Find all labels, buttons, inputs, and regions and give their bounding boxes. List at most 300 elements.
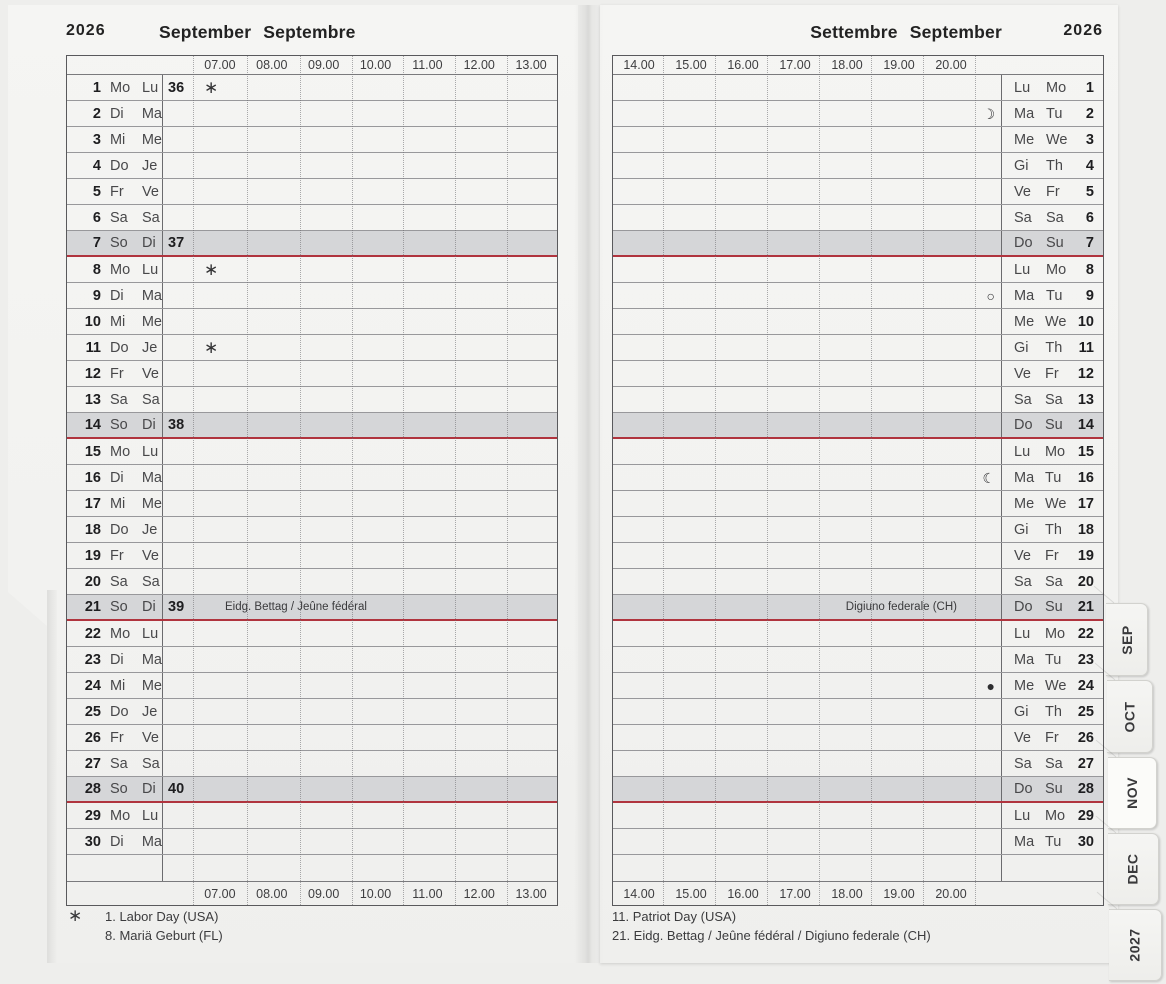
day-number: 18 (84, 521, 101, 538)
day-abbr-it: Ve (1014, 547, 1031, 564)
day-abbr-fr: Je (142, 339, 158, 356)
day-content-cell (613, 387, 1001, 412)
day-row-23 (67, 647, 557, 673)
day-row-12 (67, 361, 557, 387)
day-label-cell (1001, 829, 1103, 854)
day-content-cell (163, 179, 557, 204)
day-label-cell (67, 309, 163, 334)
day-label-cell (67, 153, 163, 178)
hour-label: 07.00 (204, 886, 236, 901)
day-content-cell (613, 751, 1001, 776)
hour-label: 08.00 (256, 886, 288, 901)
day-label-cell (67, 179, 163, 204)
day-abbr-fr: Ve (142, 547, 159, 564)
day-row-4 (67, 153, 557, 179)
day-abbr-en: Fr (1044, 547, 1059, 564)
day-label-cell (67, 803, 163, 828)
day-label-cell (67, 101, 163, 126)
day-label-cell (67, 361, 163, 386)
new-moon-icon: ● (986, 677, 995, 694)
left-day-rows (67, 75, 557, 881)
hour-label: 10.00 (359, 886, 392, 901)
day-abbr-fr: Sa (142, 755, 160, 772)
day-abbr-it: Gi (1014, 521, 1029, 538)
day-abbr-fr: Ve (142, 183, 159, 200)
day-number: 3 (92, 131, 101, 148)
day-label-cell (67, 335, 163, 360)
day-abbr-fr: Sa (142, 391, 160, 408)
day-abbr-de: Mi (109, 495, 126, 512)
hour-label: 17.00 (779, 886, 811, 901)
hour-label: 18.00 (831, 58, 863, 72)
day-label-cell (67, 751, 163, 776)
day-abbr-en: Mo (1044, 443, 1066, 460)
day-number: 8 (1085, 261, 1094, 278)
week-number: 37 (168, 235, 185, 251)
hour-label: 13.00 (515, 886, 547, 901)
day-abbr-de: Do (110, 339, 129, 356)
hour-label: 11.00 (412, 886, 443, 901)
day-label-cell (1001, 517, 1103, 542)
first-quarter-moon-icon: ☽ (982, 105, 995, 122)
day-label-cell (1001, 153, 1103, 178)
day-abbr-fr: Lu (142, 261, 159, 278)
day-content-cell (163, 153, 557, 178)
day-number: 18 (1077, 521, 1094, 538)
day-abbr-it: Sa (1014, 209, 1032, 226)
empty-row (613, 855, 1103, 881)
day-abbr-de: Di (109, 833, 124, 850)
day-abbr-de: Mo (110, 261, 131, 278)
day-label-cell (67, 673, 163, 698)
day-content-cell (163, 725, 557, 750)
day-abbr-en: We (1046, 131, 1068, 148)
day-label-cell (1001, 257, 1103, 282)
day-abbr-en: We (1044, 313, 1067, 330)
day-abbr-fr: Je (142, 521, 158, 538)
day-number: 12 (1077, 365, 1094, 382)
day-abbr-fr: Di (142, 417, 156, 433)
day-content-cell (163, 569, 557, 594)
day-label-cell (67, 725, 163, 750)
day-number: 20 (84, 573, 101, 590)
day-abbr-en: Tu (1046, 105, 1063, 122)
day-label-cell (1001, 803, 1103, 828)
hour-label: 19.00 (883, 886, 915, 901)
hour-header-top-right (613, 56, 1103, 75)
day-content-cell (163, 387, 557, 412)
day-abbr-fr: Je (142, 157, 158, 174)
day-number: 9 (1085, 287, 1094, 304)
day-abbr-it: Do (1014, 781, 1033, 797)
day-content-cell (163, 491, 557, 516)
day-abbr-fr: Lu (142, 443, 159, 460)
day-abbr-de: Mo (110, 443, 131, 460)
day-label-cell (1001, 647, 1103, 672)
day-number: 16 (1077, 469, 1094, 486)
day-abbr-de: Di (109, 105, 124, 122)
day-row-3 (613, 127, 1103, 153)
day-abbr-de: Mi (109, 313, 126, 330)
day-content-cell (613, 335, 1001, 360)
day-row-25 (67, 699, 557, 725)
day-number: 3 (1085, 131, 1094, 148)
day-label-cell (1001, 101, 1103, 126)
hour-label: 10.00 (359, 58, 392, 72)
day-abbr-en: Mo (1046, 79, 1067, 96)
day-number: 5 (92, 183, 101, 200)
day-abbr-it: Lu (1014, 261, 1031, 278)
day-abbr-de: Mo (110, 807, 131, 824)
hour-header-top-left (67, 56, 557, 75)
day-abbr-it: Gi (1014, 339, 1029, 356)
day-row-26 (67, 725, 557, 751)
day-row-7 (67, 231, 557, 257)
day-abbr-en: Th (1044, 703, 1062, 720)
tab-dec[interactable] (1108, 833, 1159, 905)
day-content-cell (613, 673, 1001, 698)
day-abbr-it: Me (1014, 677, 1035, 694)
day-abbr-it: Lu (1014, 625, 1031, 642)
day-number: 28 (1077, 781, 1094, 797)
day-label-cell (1001, 335, 1103, 360)
day-row-19 (613, 543, 1103, 569)
tab-oct-label: OCT (1121, 700, 1138, 733)
day-content-cell (163, 803, 557, 828)
day-label-cell (67, 517, 163, 542)
day-abbr-it: Gi (1014, 157, 1029, 174)
day-abbr-de: Mo (110, 625, 131, 642)
last-quarter-moon-icon: ☾ (982, 469, 995, 486)
day-row-15 (613, 439, 1103, 465)
year-right: 2026 (1063, 22, 1103, 39)
day-label-cell (1001, 361, 1103, 386)
hour-label: 14.00 (623, 58, 655, 72)
day-row-28 (613, 777, 1103, 803)
day-content-cell (613, 439, 1001, 464)
day-number: 12 (84, 365, 101, 382)
day-row-26 (613, 725, 1103, 751)
day-number: 10 (1077, 313, 1094, 330)
day-number: 15 (1077, 443, 1094, 460)
day-abbr-it: Do (1014, 235, 1033, 251)
day-abbr-en: Su (1044, 599, 1063, 615)
day-abbr-en: We (1044, 495, 1067, 512)
day-number: 1 (1085, 79, 1094, 96)
day-number: 11 (1078, 339, 1094, 356)
day-content-cell (163, 517, 557, 542)
day-row-6 (613, 205, 1103, 231)
day-abbr-it: Sa (1014, 755, 1032, 772)
day-number: 30 (84, 833, 101, 850)
footnote-lines (105, 908, 223, 945)
day-row-6 (67, 205, 557, 231)
day-label-cell (67, 621, 163, 646)
day-row-27 (613, 751, 1103, 777)
day-abbr-en: Fr (1044, 729, 1059, 746)
day-abbr-de: Mi (109, 677, 126, 694)
day-number: 14 (1077, 417, 1094, 433)
day-row-21 (613, 595, 1103, 621)
day-abbr-it: Ma (1014, 469, 1035, 486)
footnotes-left (66, 908, 223, 945)
hour-header-bottom-left (67, 881, 557, 905)
day-number: 16 (84, 469, 101, 486)
week-number: 38 (168, 417, 185, 433)
day-content-cell (163, 699, 557, 724)
day-label-cell (67, 569, 163, 594)
asterisk-icon: ∗ (68, 906, 83, 925)
day-content-cell (613, 179, 1001, 204)
hour-label: 15.00 (675, 886, 707, 901)
day-content-cell (613, 153, 1001, 178)
tab-sep[interactable] (1106, 603, 1148, 676)
day-number: 30 (1077, 833, 1094, 850)
day-content-cell (613, 595, 1001, 619)
day-number: 7 (1085, 235, 1094, 251)
day-label-cell (67, 439, 163, 464)
day-number: 2 (1085, 105, 1094, 122)
day-label-cell (1001, 127, 1103, 152)
day-label-cell (1001, 413, 1103, 437)
day-label-cell (1001, 309, 1103, 334)
day-row-3 (67, 127, 557, 153)
day-row-13 (613, 387, 1103, 413)
day-row-5 (613, 179, 1103, 205)
day-content-cell (163, 335, 557, 360)
tab-nov-label: NOV (1124, 777, 1140, 809)
day-content-cell (613, 647, 1001, 672)
day-content-cell (613, 491, 1001, 516)
day-number: 21 (1077, 599, 1094, 615)
day-number: 8 (92, 261, 101, 278)
day-content-cell (613, 569, 1001, 594)
day-content-cell (163, 465, 557, 490)
footnotes-right (612, 908, 931, 945)
day-number: 7 (92, 235, 101, 251)
day-row-11 (67, 335, 557, 361)
day-label-cell (1001, 751, 1103, 776)
hour-label: 09.00 (308, 58, 340, 72)
day-number: 13 (1077, 391, 1094, 408)
day-content-cell (613, 543, 1001, 568)
day-label-cell (67, 283, 163, 308)
day-abbr-fr: Me (141, 495, 162, 512)
day-label-cell (67, 699, 163, 724)
day-number: 2 (92, 105, 101, 122)
day-row-16 (613, 465, 1103, 491)
day-label-cell (67, 491, 163, 516)
day-content-cell (163, 647, 557, 672)
day-abbr-en: Mo (1044, 807, 1066, 824)
day-label-cell (1001, 855, 1103, 881)
tab-2027[interactable] (1109, 909, 1162, 981)
day-label-cell (67, 777, 163, 801)
day-number: 29 (84, 807, 101, 824)
day-abbr-de: Fr (110, 729, 124, 746)
day-abbr-en: Su (1046, 235, 1064, 251)
day-content-cell (613, 621, 1001, 646)
day-number: 13 (84, 391, 101, 408)
day-content-cell (163, 829, 557, 854)
day-label-cell (67, 647, 163, 672)
hour-label: 17.00 (779, 58, 811, 72)
day-abbr-fr: Ma (141, 833, 162, 850)
tab-oct[interactable] (1107, 680, 1153, 753)
day-row-1 (67, 75, 557, 101)
day-label-cell (67, 257, 163, 282)
day-content-cell (613, 855, 1001, 881)
day-number: 11 (85, 339, 101, 356)
week-number: 40 (168, 781, 185, 797)
day-label-cell (67, 231, 163, 255)
footnote-line: 8. Mariä Geburt (FL) (105, 927, 223, 943)
day-label-cell (67, 127, 163, 152)
day-row-14 (613, 413, 1103, 439)
day-abbr-en: Sa (1044, 755, 1063, 772)
day-abbr-fr: Ve (142, 365, 159, 382)
day-abbr-it: Ma (1014, 651, 1035, 668)
day-content-cell (613, 75, 1001, 100)
day-label-cell (1001, 439, 1103, 464)
tab-2027-label: 2027 (1127, 928, 1143, 962)
left-month-grid (66, 55, 558, 906)
full-moon-icon: ○ (986, 287, 995, 304)
day-row-10 (613, 309, 1103, 335)
day-label-cell (1001, 231, 1103, 255)
day-number: 27 (84, 755, 101, 772)
hour-label: 07.00 (204, 58, 236, 72)
day-number: 29 (1077, 807, 1094, 824)
day-abbr-en: Su (1044, 417, 1063, 433)
day-row-20 (67, 569, 557, 595)
day-label-cell (67, 465, 163, 490)
day-content-cell (163, 127, 557, 152)
day-content-cell (613, 283, 1001, 308)
day-content-cell (613, 699, 1001, 724)
hour-label: 11.00 (412, 58, 443, 72)
day-abbr-de: Sa (110, 209, 128, 226)
day-label-cell (1001, 699, 1103, 724)
day-content-cell (613, 829, 1001, 854)
day-abbr-de: Do (110, 521, 129, 538)
day-content-cell (613, 517, 1001, 542)
day-abbr-it: Do (1014, 417, 1033, 433)
day-abbr-it: Sa (1014, 573, 1032, 590)
day-row-24 (67, 673, 557, 699)
day-abbr-it: Ve (1014, 183, 1031, 200)
day-row-17 (67, 491, 557, 517)
day-abbr-it: Do (1014, 599, 1033, 615)
tab-nov[interactable] (1108, 757, 1157, 829)
day-abbr-en: Tu (1044, 833, 1062, 850)
day-abbr-fr: Ma (141, 469, 162, 486)
day-content-cell (163, 101, 557, 126)
footnote-line: 1. Labor Day (USA) (105, 909, 219, 924)
day-label-cell (1001, 569, 1103, 594)
hour-label: 15.00 (675, 58, 707, 72)
day-abbr-en: We (1044, 677, 1067, 694)
day-number: 4 (1085, 157, 1094, 174)
day-label-cell (67, 829, 163, 854)
right-month-grid (612, 55, 1104, 906)
day-number: 24 (84, 677, 101, 694)
day-label-cell (1001, 777, 1103, 801)
day-row-28 (67, 777, 557, 803)
day-abbr-de: So (110, 417, 128, 433)
day-abbr-fr: Me (141, 677, 162, 694)
footnote-line: 11. Patriot Day (USA) (612, 909, 737, 924)
day-content-cell (613, 257, 1001, 282)
day-content-cell (613, 127, 1001, 152)
hour-label: 14.00 (623, 886, 655, 901)
page-stack-edge (47, 590, 57, 963)
day-abbr-it: Me (1014, 495, 1035, 512)
day-content-cell (163, 257, 557, 282)
day-abbr-de: Sa (110, 573, 128, 590)
day-abbr-de: Di (109, 287, 124, 304)
day-content-cell (163, 543, 557, 568)
day-abbr-it: Ve (1014, 365, 1031, 382)
day-content-cell (163, 751, 557, 776)
day-number: 22 (84, 625, 101, 642)
day-content-cell (163, 75, 557, 100)
day-abbr-fr: Je (142, 703, 158, 720)
day-content-cell (613, 205, 1001, 230)
day-content-cell (163, 205, 557, 230)
day-number: 26 (84, 729, 101, 746)
day-abbr-en: Th (1044, 521, 1062, 538)
day-abbr-en: Sa (1044, 391, 1063, 408)
day-abbr-it: Gi (1014, 703, 1029, 720)
hour-label: 12.00 (463, 58, 495, 72)
hour-label: 16.00 (727, 58, 759, 72)
day-row-15 (67, 439, 557, 465)
day-content-cell (163, 673, 557, 698)
holiday-marker-icon: ∗ (204, 337, 219, 357)
day-row-5 (67, 179, 557, 205)
day-abbr-it: Lu (1014, 443, 1031, 460)
day-row-12 (613, 361, 1103, 387)
day-row-8 (67, 257, 557, 283)
hour-label: 20.00 (935, 58, 967, 72)
week-number: 39 (168, 599, 185, 615)
day-row-18 (67, 517, 557, 543)
day-row-29 (613, 803, 1103, 829)
day-abbr-fr: Ve (142, 729, 159, 746)
day-row-16 (67, 465, 557, 491)
day-row-10 (67, 309, 557, 335)
day-abbr-en: Su (1044, 781, 1063, 797)
day-abbr-en: Mo (1046, 261, 1067, 278)
day-abbr-de: So (110, 599, 128, 615)
day-content-cell (163, 361, 557, 386)
day-label-cell (1001, 673, 1103, 698)
day-content-cell (163, 231, 557, 255)
day-label-cell (1001, 179, 1103, 204)
day-label-cell (67, 387, 163, 412)
day-content-cell (613, 725, 1001, 750)
day-abbr-en: Th (1045, 339, 1063, 356)
tab-sep-label: SEP (1118, 624, 1135, 655)
day-row-17 (613, 491, 1103, 517)
day-abbr-it: Ma (1014, 287, 1035, 304)
hour-label: 18.00 (831, 886, 863, 901)
holiday-note: Digiuno federale (CH) (845, 601, 957, 613)
day-number: 19 (84, 547, 101, 564)
day-content-cell (613, 231, 1001, 255)
day-abbr-de: Do (110, 703, 129, 720)
